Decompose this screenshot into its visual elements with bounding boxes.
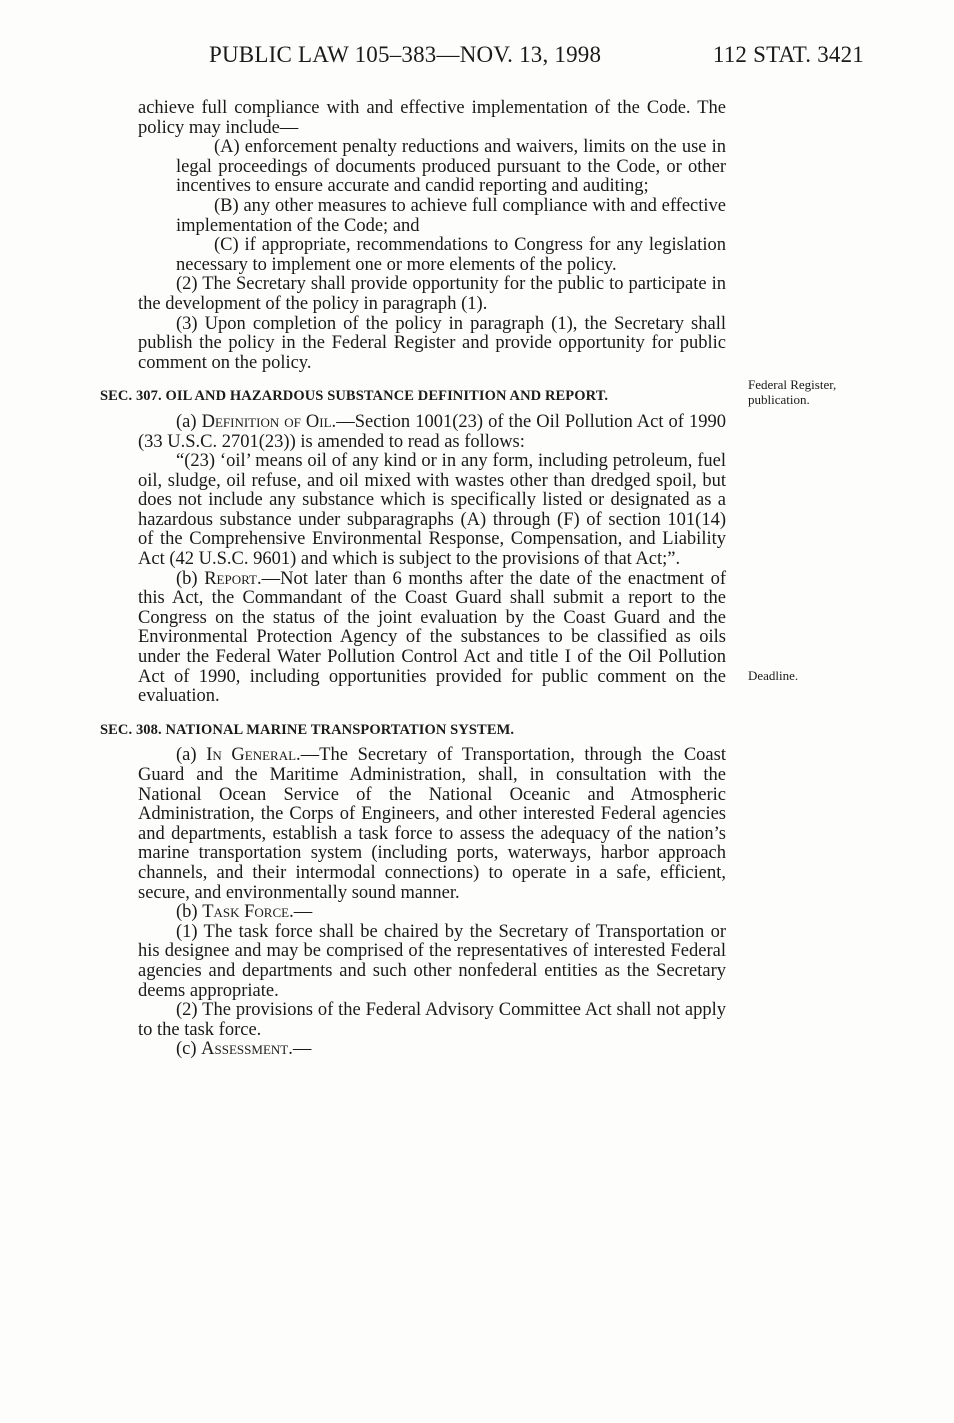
- section-308-subsection-b: [100, 903, 726, 923]
- subsection-b-dash: —: [293, 902, 313, 923]
- subsection-c-caption: Assessment.: [201, 1039, 293, 1060]
- margin-note-deadline: Deadline.: [748, 668, 799, 683]
- section-307-heading: SEC. 307. OIL AND HAZARDOUS SUBSTANCE DEFINITION AND REPORT.: [100, 388, 609, 405]
- subparagraph-c: (C) if appropriate, recommendations to Congress for any legislation necessary to implement one or more elements of the policy.: [176, 235, 726, 275]
- section-308-heading: SEC. 308. NATIONAL MARINE TRANSPORTATION SYSTEM.: [100, 721, 515, 738]
- section-307-subsection-a: [100, 413, 726, 452]
- margin-note-federal-register: Federal Register, publication.: [748, 377, 837, 407]
- section-307-subsection-b: [100, 570, 726, 707]
- running-head: PUBLIC LAW 105–383—NOV. 13, 1998: [209, 42, 602, 67]
- paragraph-2: (2) The Secretary shall provide opportunity for the public to participate in the development of the policy in paragraph (1).: [138, 274, 726, 314]
- subsection-b-caption: Report.: [204, 568, 262, 589]
- section-308-b-paragraph-2: (2) The provisions of the Federal Advisory Committee Act shall not apply to the task force.: [138, 1000, 726, 1040]
- subparagraph-a: (A) enforcement penalty reductions and waivers, limits on the use in legal proceedings of documents produced pursuant to the Code, or other incentives to ensure accurate and candid reporting and auditing;: [176, 137, 726, 197]
- subsection-a-label: (a): [176, 411, 202, 432]
- subsection-a-caption: In General.: [206, 745, 301, 766]
- subsection-a-label: (a): [176, 745, 207, 766]
- subsection-b-label: (b): [176, 902, 203, 923]
- subparagraph-b: (B) any other measures to achieve full compliance with and effective implementation of the Code; and: [176, 195, 726, 236]
- paragraph-continuation: achieve full compliance with and effective implementation of the Code. The policy may include—: [138, 98, 726, 138]
- subsection-b-caption: Task Force.: [202, 902, 294, 923]
- oil-definition-quote: “(23) ‘oil’ means oil of any kind or in any form, including petroleum, fuel oil, sludge, oil refuse, and oil mixed with wastes other than dredged spoil, but does not include any substance which is specifically listed or designated as a hazardous substance under subparagraphs (A) through (F) of section 101(14) of the Comprehensive Environmental Response, Compensation, and Liability Act (42 U.S.C. 9601) and which is subject to the provisions of that Act;”.: [138, 451, 726, 570]
- section-308-subsection-a: [100, 746, 726, 903]
- subsection-a-text: —The Secretary of Transportation, through the Coast Guard and the Maritime Administration, shall, in consultation with the National Ocean Service of the National Oceanic and Atmospheric Administration, the Corps of Engineers, and other interested Federal agencies and departments, establish a task force to assess the adequacy of the nation’s marine transportation system (including ports, waterways, harbor approach channels, and their intermodal connections) to operate in a safe, efficient, secure, and environmentally sound manner.: [138, 745, 726, 903]
- body-text: [100, 99, 726, 1060]
- subsection-c-dash: —: [292, 1039, 312, 1060]
- subsection-a-text: —Section 1001(23) of the Oil Pollution Act of 1990 (33 U.S.C. 2701(23)) is amended to read as follows:: [138, 411, 726, 452]
- subsection-a-caption: Definition of Oil.: [201, 411, 337, 432]
- subsection-b-label: (b): [176, 568, 205, 589]
- paragraph-3: (3) Upon completion of the policy in paragraph (1), the Secretary shall publish the policy in the Federal Register and provide opportunity for public comment on the policy.: [138, 313, 726, 373]
- stat-page-number: 112 STAT. 3421: [712, 42, 864, 67]
- section-308-subsection-c: [100, 1040, 726, 1060]
- subsection-b-text: —Not later than 6 months after the date of the enactment of this Act, the Commandant of the Coast Guard shall submit a report to the Congress on the status of the joint evaluation by the Coast Guard and the Environmental Protection Agency of the substances to be classified as oils under the Federal Water Pollution Control Act and title I of the Oil Pollution Act of 1990, including opportunities provided for public comment on the evaluation.: [138, 568, 726, 707]
- subsection-c-label: (c): [176, 1039, 202, 1060]
- section-308-b-paragraph-1: (1) The task force shall be chaired by the Secretary of Transportation or his designee and may be comprised of the representatives of interested Federal agencies and departments and such other nonfederal entities as the Secretary deems appropriate.: [138, 921, 726, 1001]
